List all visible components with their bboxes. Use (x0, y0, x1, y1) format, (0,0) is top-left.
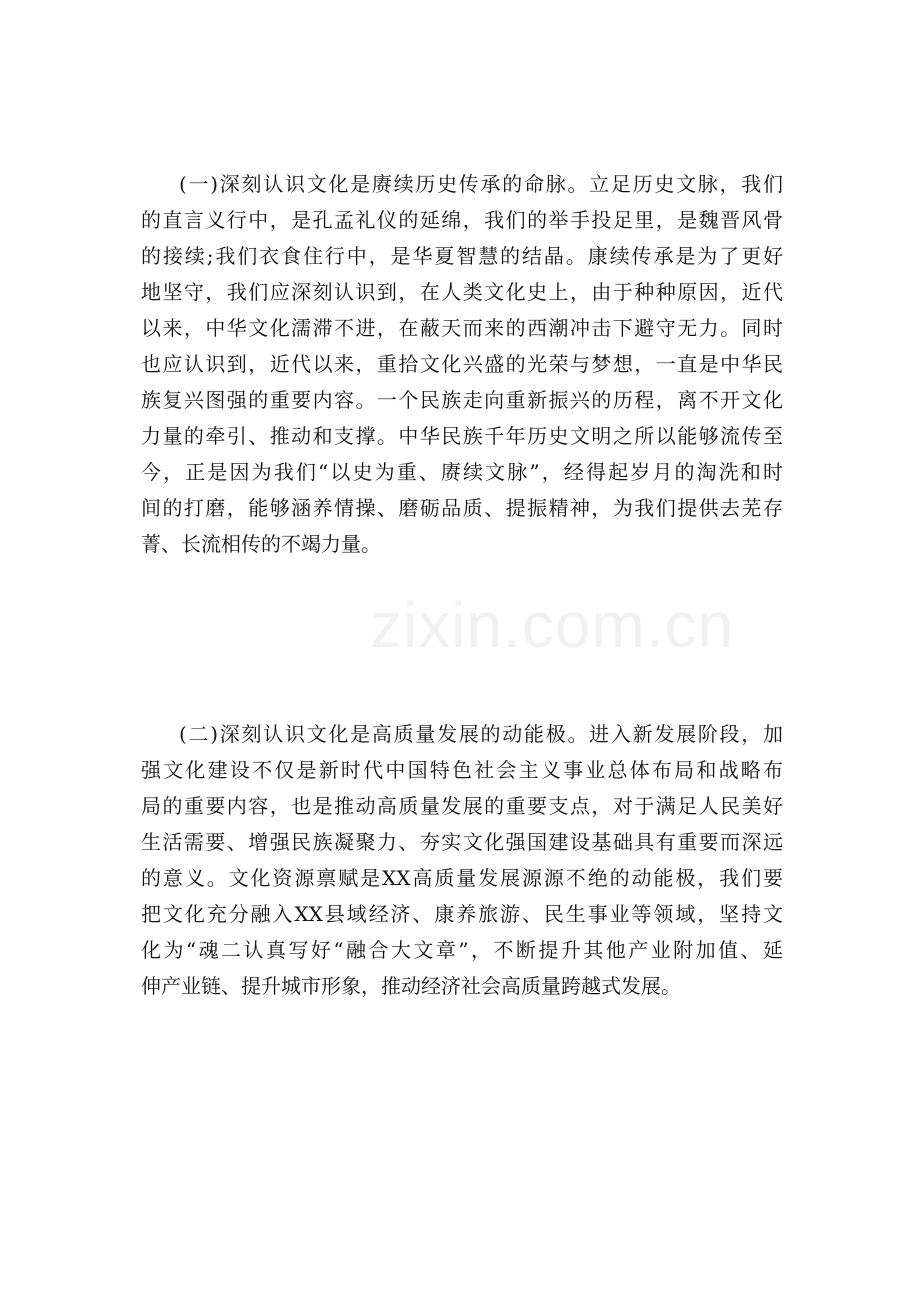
text-line: 化为“魂二认真写好“融合大文章”，不断提升其他产业附加值、延 (141, 938, 783, 962)
text-line: 也应认识到，近代以来，重拾文化兴盛的光荣与梦想，一直是中华民 (141, 352, 783, 376)
text-line: (一)深刻认识文化是赓续历史传承的命脉。立足历史文脉，我们 (179, 172, 783, 196)
text-line: 间的打磨，能够涵养情操、磨砺品质、提振精神，为我们提供去芜存 (141, 496, 783, 520)
text-line: 的直言义行中，是孔孟礼仪的延绵，我们的举手投足里，是魏晋风骨 (141, 208, 783, 232)
text-line: 伸产业链、提升城市形象，推动经济社会高质量跨越式发展。 (141, 974, 681, 998)
text-line: (二)深刻认识文化是高质量发展的动能极。进入新发展阶段，加 (179, 722, 783, 746)
text-line: 菁、长流相传的不竭力量。 (141, 532, 381, 556)
text-line: 把文化充分融入XX县域经济、康养旅游、民生事业等领域，坚持文 (141, 902, 783, 926)
text-line: 族复兴图强的重要内容。一个民族走向重新振兴的历程，离不开文化 (141, 388, 783, 412)
text-line: 的意义。文化资源禀赋是XX高质量发展源源不绝的动能极，我们要 (141, 866, 783, 890)
text-line: 的接续;我们衣食住行中，是华夏智慧的结晶。康续传承是为了更好 (141, 244, 783, 268)
text-line: 强文化建设不仅是新时代中国特色社会主义事业总体布局和战略布 (141, 758, 783, 782)
text-line: 以来，中华文化濡滞不进，在蔽天而来的西潮冲击下避守无力。同时 (141, 316, 783, 340)
text-line: 今，正是因为我们“以史为重、赓续文脉”，经得起岁月的淘洗和时 (141, 460, 783, 484)
watermark: zixin.com.cn (370, 589, 735, 661)
paragraph-1 (141, 166, 783, 562)
text-line: 生活需要、增强民族凝聚力、夯实文化强国建设基础具有重要而深远 (141, 830, 783, 854)
text-line: 局的重要内容，也是推动高质量发展的重要支点，对于满足人民美好 (141, 794, 783, 818)
paragraph-2 (141, 716, 783, 1004)
text-line: 地坚守，我们应深刻认识到，在人类文化史上，由于种种原因，近代 (141, 280, 783, 304)
text-line: 力量的牵引、推动和支撑。中华民族千年历史文明之所以能够流传至 (141, 424, 783, 448)
